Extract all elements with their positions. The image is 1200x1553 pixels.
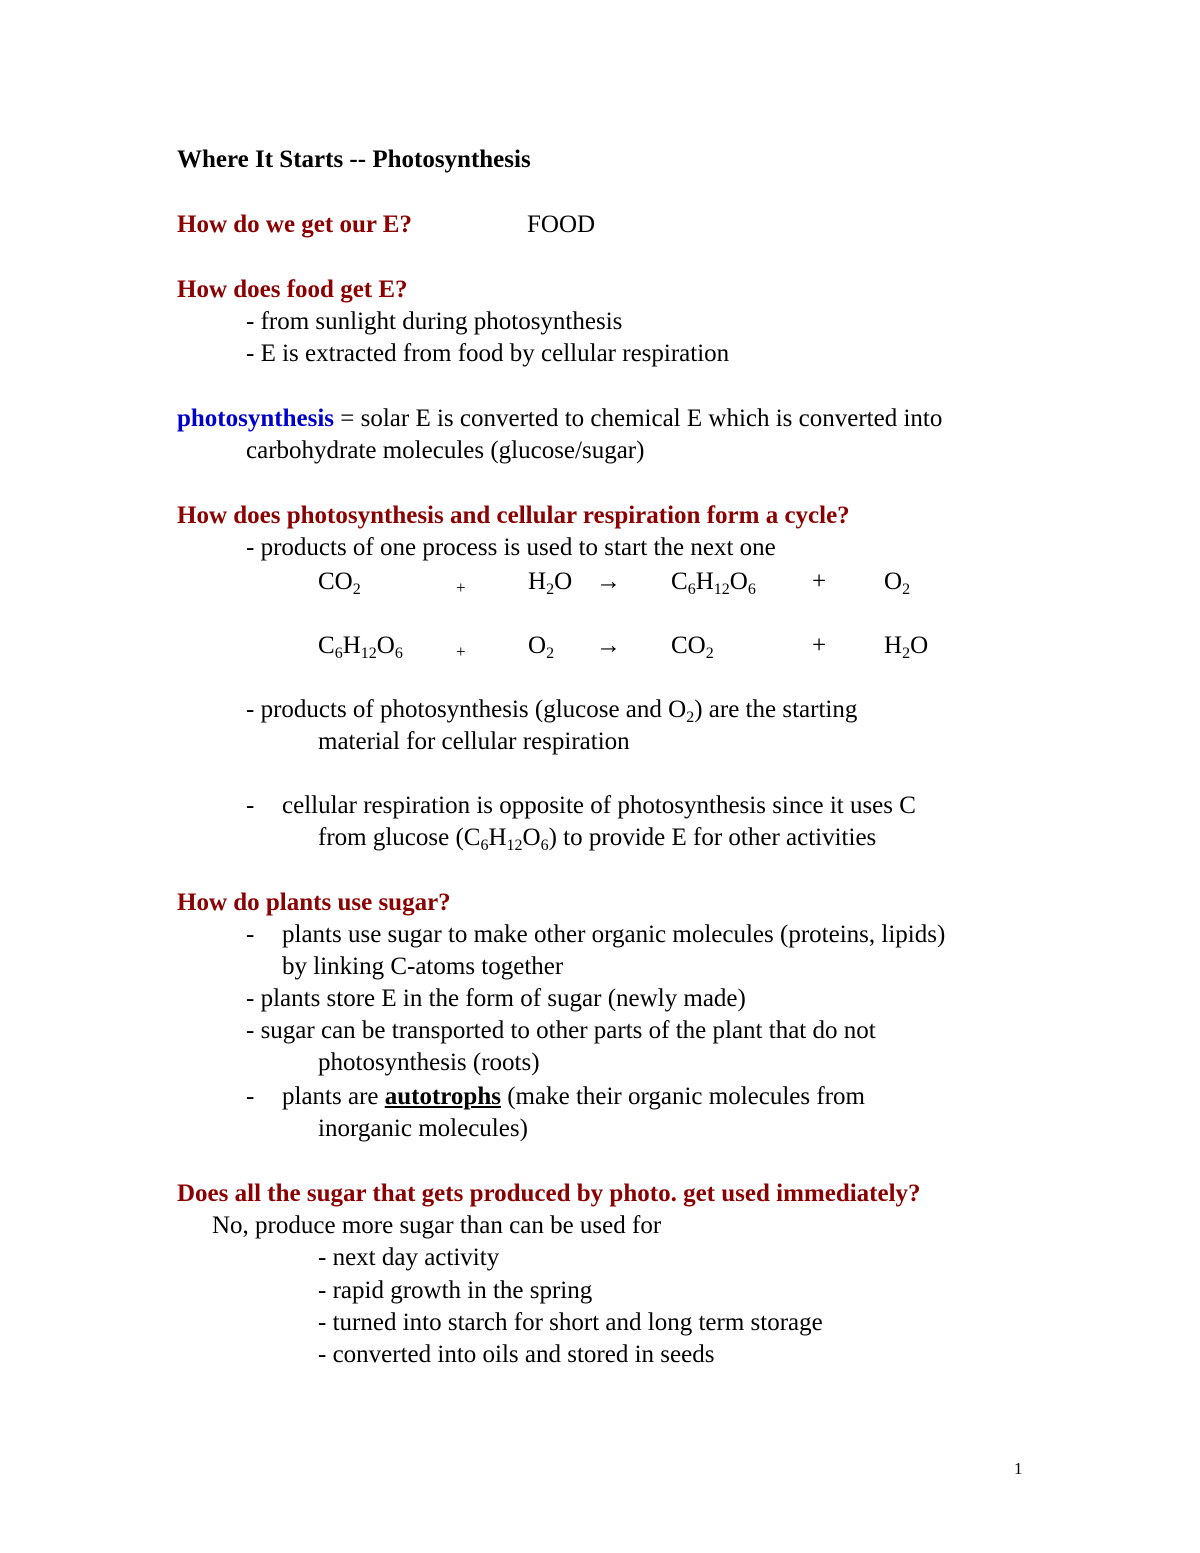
product-h2o: $H_2O$ — [884, 632, 929, 662]
answer-sugar-usage: No, produce more sugar than can be used for — [212, 1212, 662, 1239]
answer-food: FOOD — [527, 211, 596, 238]
product-co2: $CO_2$ — [671, 632, 714, 662]
product-glucose: $C_6H_{12}O_6$ — [671, 568, 756, 598]
list-item: plants use sugar to make other organic molecules (proteins, lipids) — [282, 921, 946, 948]
cycle-point-opposite: cellular respiration is opposite of photosynthesis since it uses C — [282, 792, 916, 819]
list-item-continued: photosynthesis (roots) — [318, 1049, 540, 1076]
list-item: plants are autotrophs (make their organic molecules from — [282, 1083, 865, 1110]
reactant-co2: $CO_2$ — [318, 568, 361, 598]
cycle-intro: - products of one process is used to start the next one — [246, 534, 776, 561]
cycle-point-opposite-continued: from glucose $(C_6H_{12}O_6)$ to provide E for other activities — [318, 824, 877, 854]
question-plants-sugar: How do plants use sugar? — [177, 889, 451, 916]
cycle-point-products: - products of photosynthesis (glucose and $O_2$) are the starting — [246, 696, 858, 726]
list-item: - plants store E in the form of sugar (newly made) — [246, 985, 746, 1012]
page-number: 1 — [1014, 1459, 1023, 1478]
page-title: Where It Starts -- Photosynthesis — [177, 146, 531, 173]
question-sugar-usage: Does all the sugar that gets produced by photo. get used immediately? — [177, 1180, 921, 1207]
term-autotrophs: autotrophs — [384, 1083, 501, 1110]
plus-sign: + — [812, 632, 827, 659]
definition-term: photosynthesis — [177, 405, 334, 432]
list-item: - turned into starch for short and long term storage — [318, 1309, 823, 1336]
reactant-glucose: $C_6H_{12}O_6$ — [318, 632, 403, 662]
definition-photosynthesis — [177, 403, 942, 435]
reactant-h2o: $H_2O$ — [528, 568, 573, 598]
arrow-icon: → — [596, 632, 621, 659]
reactant-o2: $O_2$ — [528, 632, 555, 662]
plus-sign: + — [812, 568, 827, 595]
definition-text: = solar E is converted to chemical E which is converted into — [334, 405, 943, 432]
product-o2: $O_2$ — [884, 568, 911, 598]
definition-continued: carbohydrate molecules (glucose/sugar) — [246, 437, 645, 464]
question-food-energy: How does food get E? — [177, 276, 408, 303]
list-dash: - — [246, 921, 255, 948]
plus-sign: + — [456, 578, 466, 597]
list-dash: - — [246, 792, 255, 819]
list-dash: - — [246, 1083, 255, 1110]
plus-sign: + — [456, 642, 466, 661]
arrow-icon: → — [596, 568, 621, 595]
list-item-continued: by linking C-atoms together — [282, 953, 564, 980]
list-item-continued: inorganic molecules) — [318, 1115, 528, 1142]
list-item: - from sunlight during photosynthesis — [246, 308, 623, 335]
question-energy-source: How do we get our E? — [177, 211, 412, 238]
list-item: - converted into oils and stored in seeds — [318, 1341, 715, 1368]
question-cycle: How does photosynthesis and cellular respiration form a cycle? — [177, 502, 850, 529]
list-item: - E is extracted from food by cellular respiration — [246, 340, 730, 367]
list-item: - next day activity — [318, 1244, 500, 1271]
list-item: - rapid growth in the spring — [318, 1277, 593, 1304]
list-item: - sugar can be transported to other parts of the plant that do not — [246, 1017, 876, 1044]
cycle-point-products-continued: material for cellular respiration — [318, 728, 630, 755]
